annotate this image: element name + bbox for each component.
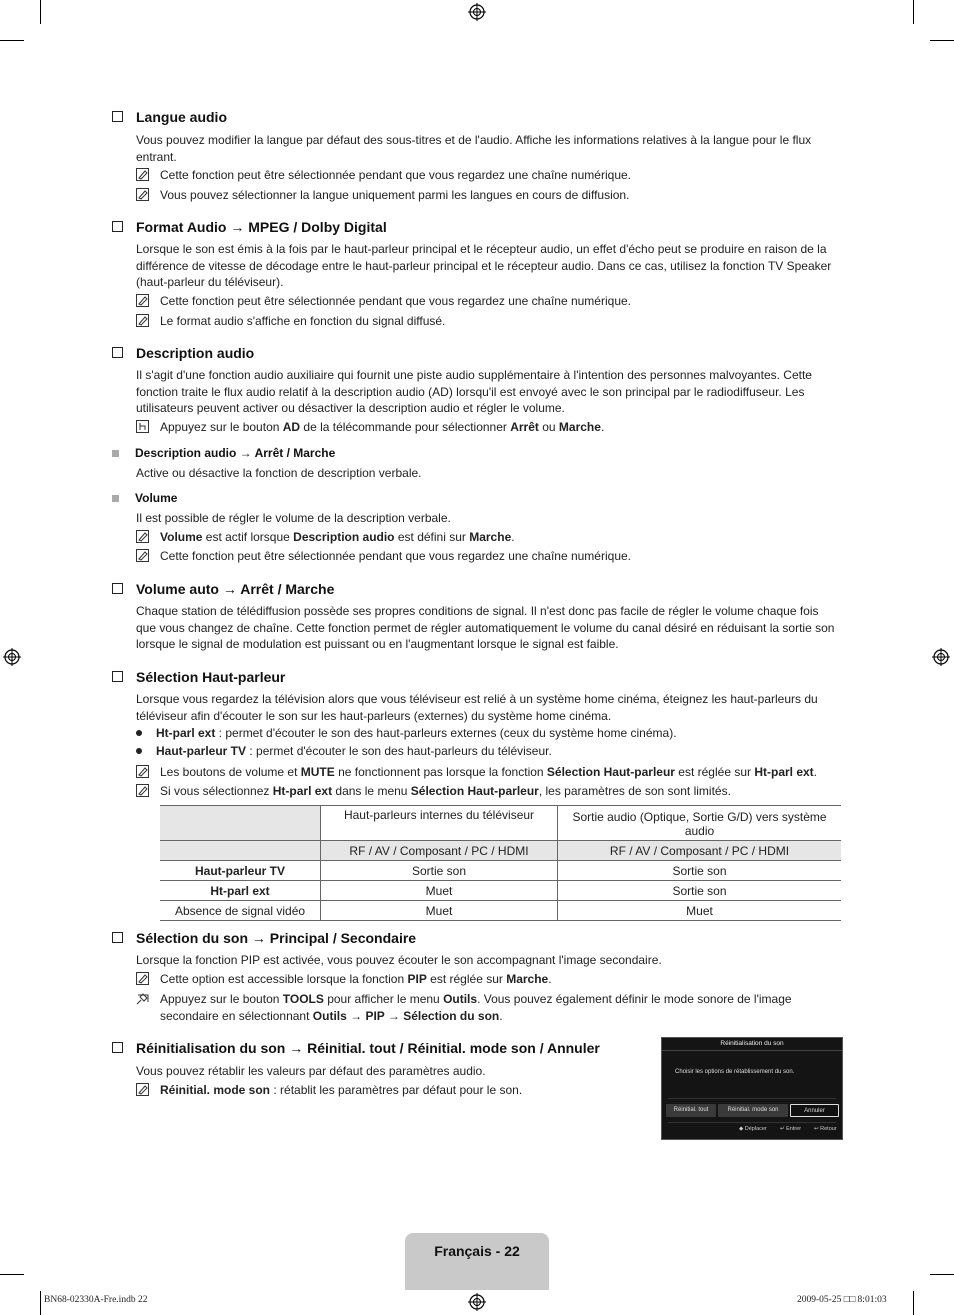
subsection-text: Active ou désactive la fonction de description verbale.	[136, 466, 422, 480]
enter-hint: ↵ Entrer	[780, 1126, 802, 1132]
back-hint: ↩ Retour	[814, 1126, 837, 1132]
note-icon	[136, 314, 149, 327]
checkbox-icon	[112, 111, 123, 122]
move-hint: ◆ Déplacer	[739, 1126, 767, 1132]
note-icon	[136, 168, 149, 181]
table-row	[160, 901, 841, 921]
table-row	[160, 881, 841, 901]
registration-mark-icon	[468, 1293, 486, 1311]
format-audio-text: Lorsque le son est émis à la fois par le haut-parleur principal et le récepteur audio, un effet d'écho peut se produire en raison de la différence de vitesse de décodage entre le haut-parleur principal et le récepteur audio. Dans ce cas, utilisez la fonction TV Speaker (haut-parleur du téléviseur).	[136, 242, 832, 289]
table-row-label: Haut-parleur TV	[160, 861, 321, 881]
subsection-text: Il est possible de régler le volume de la description verbale.	[136, 511, 451, 525]
registration-mark-icon	[468, 3, 486, 21]
section-title-langue-audio: Langue audio	[112, 109, 227, 125]
crop-mark	[0, 1274, 24, 1275]
crop-mark	[930, 40, 954, 41]
selection-son-text: Lorsque la fonction PIP est activée, vous pouvez écouter le son accompagnant l'image secondaire.	[136, 953, 662, 967]
bullet-dot-icon	[136, 748, 142, 754]
reset-all-button[interactable]: Réinitial. tout	[666, 1104, 716, 1117]
page-label: Français - 22	[434, 1243, 520, 1259]
note-icon	[136, 188, 149, 201]
subsection-title-volume: Volume	[112, 491, 177, 505]
crop-mark	[0, 40, 24, 41]
bullet-item: Ht-parl ext : permet d'écouter le son des haut-parleurs externes (ceux du système home cinéma).	[136, 726, 677, 740]
checkbox-icon	[112, 671, 123, 682]
description-audio-text: Il s'agit d'une fonction audio auxiliaire qui fournit une piste audio supplémentaire à l'intention des personnes malvoyantes. Cette fonction traite le flux audio relatif à la description audio (AD) lorsqu'il est envoyé avec le son principal par le radiodiffuseur. Les utilisateurs peuvent activer ou désactiver la description audio et régler le volume.	[136, 368, 812, 415]
checkbox-icon	[112, 221, 123, 232]
table-cell: Muet	[321, 901, 558, 921]
footer-file: BN68-02330A-Fre.indb 22	[44, 1295, 148, 1305]
section-title-selection-du-son: Sélection du son → Principal / Secondaire	[112, 930, 416, 946]
table-cell: Muet	[321, 881, 558, 901]
table-row	[160, 806, 841, 841]
note-icon	[136, 549, 149, 562]
table-cell: Sortie son	[558, 881, 842, 901]
note-icon	[136, 530, 149, 543]
crop-mark	[40, 0, 41, 24]
table-cell: Sortie son	[321, 861, 558, 881]
note-icon	[136, 1083, 149, 1096]
crop-mark	[913, 0, 914, 24]
table-cell: Muet	[558, 901, 842, 921]
footer-datetime: 2009-05-25 □□ 8:01:03	[797, 1295, 887, 1305]
note-icon	[136, 765, 149, 778]
section-title-format-audio: Format Audio → MPEG / Dolby Digital	[112, 219, 387, 235]
section-title-description-audio: Description audio	[112, 345, 254, 361]
section-title-reinitialisation: Réinitialisation du son → Réinitial. tout / Réinitial. mode son / Annuler	[112, 1040, 600, 1056]
tools-icon	[136, 992, 149, 1005]
registration-mark-icon	[3, 648, 21, 666]
square-bullet-icon	[112, 495, 119, 502]
subsection-title-description-audio: Description audio → Arrêt / Marche	[112, 446, 335, 460]
page-number-tab	[405, 1233, 549, 1290]
crop-mark	[913, 1291, 914, 1315]
note-icon	[136, 972, 149, 985]
tv-menu-screenshot	[661, 1037, 843, 1140]
table-cell	[160, 806, 321, 841]
table-cell: RF / AV / Composant / PC / HDMI	[321, 841, 558, 861]
table-row	[160, 861, 841, 881]
note-icon	[136, 784, 149, 797]
volume-auto-text: Chaque station de télédiffusion possède ses propres conditions de signal. Il n'est donc pas facile de régler le volume chaque fois que vous changez de chaîne. Cette fonction permet de régler automatiquement le volume du canal désiré en réduisant la sortie son lorsque le signal de modulation est puissant ou en l'augmentant lorsque le signal est faible.	[136, 604, 835, 651]
speaker-table	[160, 805, 841, 921]
haut-parleur-text: Lorsque vous regardez la télévision alors que vous téléviseur est relié à un système home cinéma, éteignez les haut-parleurs du téléviseur afin d'écouter le son sur les haut-parleurs (externes) du système home cinéma.	[136, 692, 818, 723]
table-cell	[160, 841, 321, 861]
tv-menu-message: Choisir les options de rétablissement du son.	[675, 1069, 795, 1075]
reinit-text: Vous pouvez rétablir les valeurs par défaut des paramètres audio.	[136, 1064, 486, 1078]
section-title-selection-haut-parleur: Sélection Haut-parleur	[112, 669, 285, 685]
checkbox-icon	[112, 1042, 123, 1053]
checkbox-icon	[112, 932, 123, 943]
table-cell: Sortie son	[558, 861, 842, 881]
note-icon	[136, 294, 149, 307]
langue-audio-text: Vous pouvez modifier la langue par défaut des sous-titres et de l'audio. Affiche les informations relatives à la langue pour le flux entrant.	[136, 133, 812, 164]
table-row-label: Ht-parl ext	[160, 881, 321, 901]
tv-menu-title: Réinitialisation du son	[662, 1038, 842, 1051]
table-header: Sortie audio (Optique, Sortie G/D) vers système audio	[558, 806, 842, 841]
table-row-label: Absence de signal vidéo	[160, 901, 321, 921]
table-row	[160, 841, 841, 861]
cancel-button[interactable]: Annuler	[790, 1104, 839, 1117]
bullet-item: Haut-parleur TV : permet d'écouter le son des haut-parleurs du téléviseur.	[136, 744, 552, 758]
checkbox-icon	[112, 347, 123, 358]
crop-mark	[40, 1291, 41, 1315]
reset-sound-mode-button[interactable]: Réinitial. mode son	[718, 1104, 788, 1117]
table-cell: RF / AV / Composant / PC / HDMI	[558, 841, 842, 861]
divider	[668, 1122, 836, 1123]
section-title-volume-auto: Volume auto → Arrêt / Marche	[112, 581, 334, 597]
registration-mark-icon	[932, 648, 950, 666]
bullet-dot-icon	[136, 730, 142, 736]
square-bullet-icon	[112, 450, 119, 457]
table-header: Haut-parleurs internes du téléviseur	[321, 806, 558, 841]
divider	[668, 1098, 836, 1099]
crop-mark	[930, 1274, 954, 1275]
remote-icon	[136, 420, 149, 433]
checkbox-icon	[112, 583, 123, 594]
